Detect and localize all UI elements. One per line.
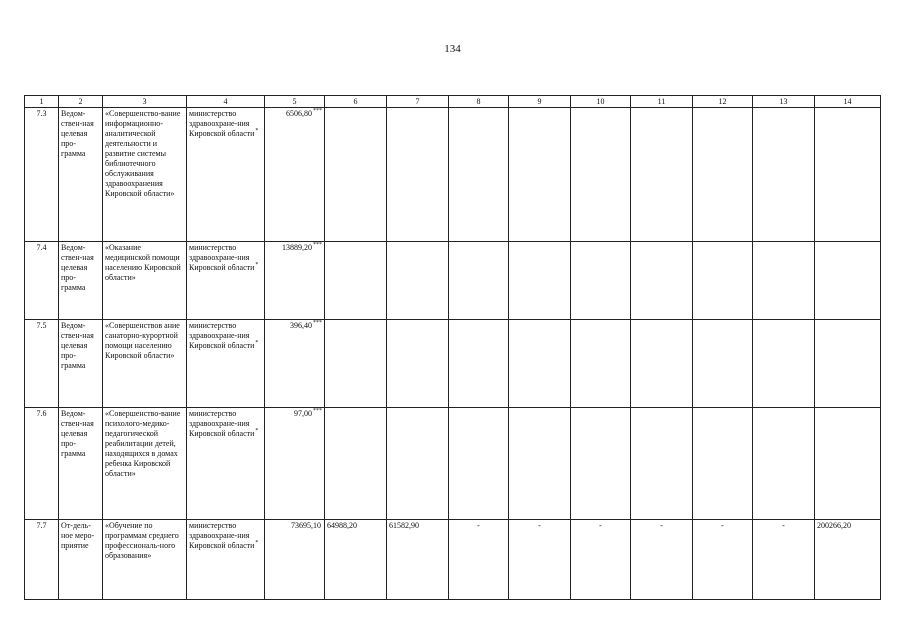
column-header: 9: [509, 96, 571, 108]
measure-type: Ведом-ствен-ная целевая про-грамма: [59, 320, 103, 408]
row-number: 7.3: [25, 108, 59, 242]
executor-text: министерство здравоохране-ния Кировской области: [189, 109, 255, 138]
footnote-mark: *: [255, 540, 259, 547]
value-col6: [325, 242, 387, 320]
column-header: 10: [571, 96, 631, 108]
value-col9: [509, 408, 571, 520]
footnote-mark: ***: [313, 242, 322, 249]
executor-text: министерство здравоохране-ния Кировской области: [189, 321, 255, 350]
column-header: 13: [753, 96, 815, 108]
value-col6: [325, 108, 387, 242]
value-col11: -: [631, 520, 693, 600]
value-col8: -: [449, 520, 509, 600]
table-row: [25, 242, 881, 320]
footnote-mark: ***: [313, 108, 322, 115]
value-col6: [325, 320, 387, 408]
value-col5: [265, 320, 325, 408]
column-header: 4: [187, 96, 265, 108]
column-header: 5: [265, 96, 325, 108]
page-number: 134: [444, 43, 461, 55]
program-table: [24, 95, 881, 600]
value-col13: -: [753, 520, 815, 600]
value-col6: [325, 408, 387, 520]
measure-type: Ведом-ствен-ная целевая про-грамма: [59, 242, 103, 320]
column-header: 6: [325, 96, 387, 108]
value-col8: [449, 108, 509, 242]
measure-name: «Совершенство-вание информационно-аналитической деятельности и развитие системы библиотечного обслуживания здравоохранения Кировской области»: [103, 108, 187, 242]
table-row: [25, 408, 881, 520]
value-text: 73695,10: [291, 521, 321, 530]
value-col13: [753, 108, 815, 242]
value-col5: [265, 242, 325, 320]
value-col14: [815, 108, 881, 242]
column-header: 12: [693, 96, 753, 108]
column-header: 8: [449, 96, 509, 108]
value-col12: -: [693, 520, 753, 600]
executor-text: министерство здравоохране-ния Кировской области: [189, 243, 255, 272]
value-col12: [693, 242, 753, 320]
column-header: 14: [815, 96, 881, 108]
value-col7: [387, 320, 449, 408]
row-number: 7.4: [25, 242, 59, 320]
measure-name: «Оказание медицинской помощи населению Кировской области»: [103, 242, 187, 320]
value-col9: [509, 108, 571, 242]
footnote-mark: *: [255, 340, 259, 347]
value-col10: -: [571, 520, 631, 600]
value-col13: [753, 242, 815, 320]
value-col7: [387, 108, 449, 242]
footnote-mark: *: [255, 262, 259, 269]
measure-name: «Совершенство-вание психолого-медико-педагогической реабилитации детей, находящихся в домах ребенка Кировской области»: [103, 408, 187, 520]
executor: [187, 320, 265, 408]
value-text: 6506,80: [286, 109, 312, 118]
executor: [187, 520, 265, 600]
column-header: 2: [59, 96, 103, 108]
value-col14: [815, 320, 881, 408]
value-col11: [631, 108, 693, 242]
value-col13: [753, 320, 815, 408]
value-col10: [571, 408, 631, 520]
value-col8: [449, 408, 509, 520]
executor-text: министерство здравоохране-ния Кировской области: [189, 521, 255, 550]
value-col14: [815, 408, 881, 520]
header-row: [25, 96, 881, 108]
executor: [187, 108, 265, 242]
value-col12: [693, 408, 753, 520]
value-col10: [571, 108, 631, 242]
measure-type: Ведом-ствен-ная целевая про-грамма: [59, 408, 103, 520]
value-text: 396,40: [290, 321, 312, 330]
column-header: 7: [387, 96, 449, 108]
value-col12: [693, 320, 753, 408]
value-col9: [509, 320, 571, 408]
value-col8: [449, 242, 509, 320]
value-col5: [265, 408, 325, 520]
value-col10: [571, 242, 631, 320]
column-header: 11: [631, 96, 693, 108]
value-col7: 61582,90: [387, 520, 449, 600]
row-number: 7.6: [25, 408, 59, 520]
executor: [187, 242, 265, 320]
measure-name: «Совершенствов ание санаторно-курортной помощи населению Кировской области»: [103, 320, 187, 408]
footnote-mark: ***: [313, 408, 322, 415]
value-col14: [815, 242, 881, 320]
value-col6: 64988,20: [325, 520, 387, 600]
row-number: 7.5: [25, 320, 59, 408]
footnote-mark: *: [255, 128, 259, 135]
value-col13: [753, 408, 815, 520]
value-col7: [387, 408, 449, 520]
value-col10: [571, 320, 631, 408]
value-text: 97,00: [294, 409, 312, 418]
footnote-mark: *: [255, 428, 259, 435]
table-row: [25, 108, 881, 242]
value-col8: [449, 320, 509, 408]
measure-type: Ведом-ствен-ная целевая про-грамма: [59, 108, 103, 242]
value-col9: -: [509, 520, 571, 600]
row-number: 7.7: [25, 520, 59, 600]
value-col14: 200266,20: [815, 520, 881, 600]
executor-text: министерство здравоохране-ния Кировской области: [189, 409, 255, 438]
value-col5: [265, 520, 325, 600]
value-col11: [631, 242, 693, 320]
executor: [187, 408, 265, 520]
value-text: 13889,20: [282, 243, 312, 252]
measure-name: «Обучение по программам среднего профессиональ-ного образования»: [103, 520, 187, 600]
table-row: [25, 320, 881, 408]
value-col7: [387, 242, 449, 320]
measure-type: От-дель-ное меро-приятие: [59, 520, 103, 600]
value-col12: [693, 108, 753, 242]
value-col11: [631, 408, 693, 520]
value-col5: [265, 108, 325, 242]
value-col9: [509, 242, 571, 320]
column-header: 3: [103, 96, 187, 108]
column-header: 1: [25, 96, 59, 108]
footnote-mark: ***: [313, 320, 322, 327]
table-row: [25, 520, 881, 600]
value-col11: [631, 320, 693, 408]
